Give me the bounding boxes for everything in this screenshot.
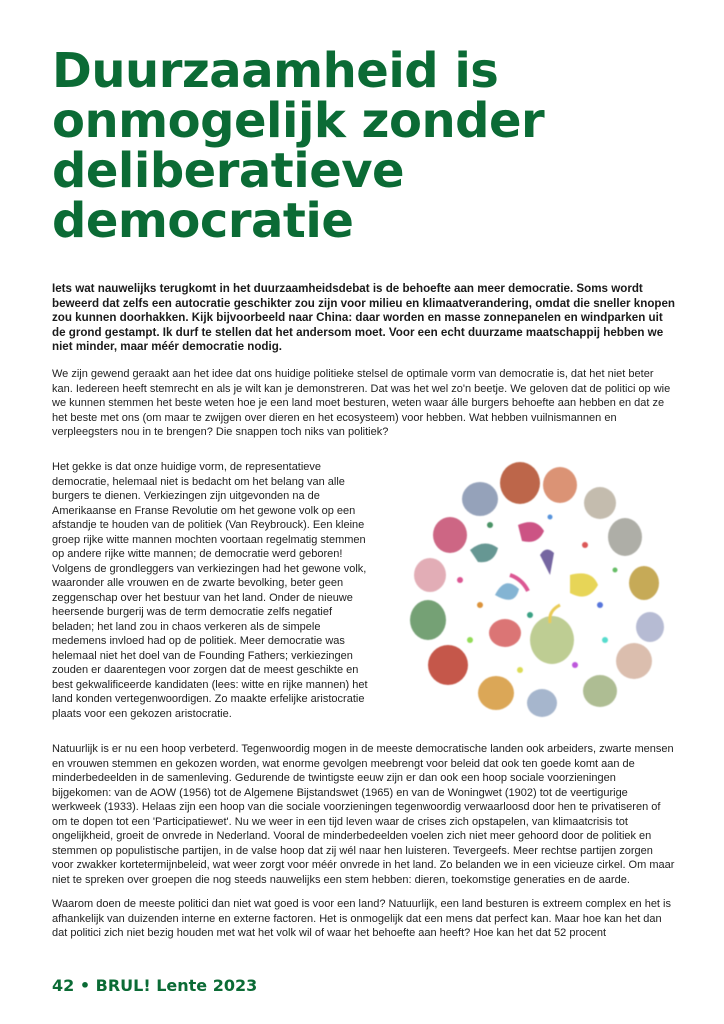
title-line: democratie [52, 193, 354, 249]
title-line: deliberatieve [52, 143, 405, 199]
article-lead: Iets wat nauwelijks terugkomt in het duurzaamheidsdebat is de behoefte aan meer democratie. Soms wordt beweerd dat zelfs een autocratie geschikter zou zijn voor milieu en klimaatverandering, omdat die sneller knopen zou kunnen doorhakken. Kijk bijvoorbeeld naar China: daar worden en masse zonnepanelen en windparken uit de grond gestampt. Ik durf te stellen dat het andersom moet. Voor een echt duurzame maatschappij hebben we niet minder, maar méér democratie nodig. [52, 282, 676, 354]
paragraph-history: Het gekke is dat onze huidige vorm, de representatieve democratie, helemaal niet is bedacht om het belang van alle burgers te dienen. Verkiezingen zijn uitgevonden na de Amerikaanse en Franse Revolutie om het gewone volk op een afstandje te houden van de politiek (Van Reybrouck). Een kleine groep rijke witte mannen mochten voortaan regelmatig stemmen op andere rijke witte mannen; de democratie werd geboren! Volgens de grondleggers van verkiezingen had het gewone volk, waaronder alle vrouwen en de zwarte bevolking, beter geen zeggenschap over het bestuur van het land. Onder de nieuwe heersende burgerij was de term democratie zelfs negatief beladen; het land zou in chaos verkeren als de simpele medemens invloed had op de politiek. Meer democratie was helemaal niet het doel van de Founding Fathers; verkiezingen zouden er daarentegen voor zorgen dat de meest geschikte en best gekwalificeerde kandidaten (lees: witte en rijke mannen) het land konden vertegenwoordigen. Zo maakte erfelijke aristocratie plaats voor een gekozen aristocratie. [52, 461, 368, 720]
paragraph-improvements: Natuurlijk is er nu een hoop verbeterd. Tegenwoordig mogen in de meeste democratische landen ook arbeiders, zwarte mensen en vrouwen stemmen en gekozen worden, wat enorme gevolgen meebrengt voor beleid dat ook ten goede komt aan de minderbedeelden in de samenleving. Gedurende de twintigste eeuw zijn er dan ook een hoop sociale voorzieningen bijgekomen: van de AOW (1956) tot de Algemene Bijstandswet (1965) en van de Woningwet (1902) tot de veertigurige werkweek (1933). Helaas zijn een hoop van die sociale voorzieningen tegenwoordig verwaarloosd door hen te privatiseren of om te dopen tot een 'Participatiewet'. Nu we weer in een tijd leven waar de crises zich opstapelen, van klimaatcrisis tot ongelijkheid, groeit de onvrede in Nederland. Vooral de minderbedeelden voelen zich niet meer gehoord door de politiek en stemmen op populistische partijen, in de valse hoop dat zij wél naar hen luisteren. Tevergeefs. Meer rechtse partijen zorgen voor zwakker kortetermijnbeleid, wat weer zorgt voor méér onvrede in het land. Zo belanden we in een vicieuze cirkel. Om maar niet te spreken over groepen die nog steeds nauwelijks een stem hebben: dieren, toekomstige generaties en de aarde. [52, 743, 675, 886]
title-line: Duurzaamheid is [52, 43, 499, 99]
article-title [52, 43, 692, 249]
paragraph-intro: We zijn gewend geraakt aan het idee dat ons huidige politieke stelsel de optimale vorm van democratie is, dat het niet beter kan. Iedereen heeft stemrecht en als je wilt kan je demonstreren. Dat was het wel zo'n beetje. We geloven dat de politici op wie we kunnen stemmen het beste weten hoe je een land moet besturen, weten waar álle burgers behoefte aan hebben en dat ze het beste met ons (om maar te zwijgen over dieren en het ecosysteem) voor hebben. Wat hebben vuilnismannen en verpleegsters nou in te brengen? Die snappen toch niks van politiek? [52, 368, 671, 438]
paragraph-politics: Waarom doen de meeste politici dan niet wat goed is voor een land? Natuurlijk, een land besturen is extreem complex en het is afhankelijk van duizenden interne en externe factoren. Het is onmogelijk dat een mens dat perfect kan. Maar hoe kan het dan dat politici zich niet bezig houden met wat het volk wil of waar het behoefte aan heeft? Hoe kan het dat 52 procent [52, 898, 671, 939]
watercolor-circle-illustration [400, 455, 670, 723]
page-footer: 42 • BRUL! Lente 2023 [52, 976, 258, 995]
title-line: onmogelijk zonder [52, 93, 545, 149]
